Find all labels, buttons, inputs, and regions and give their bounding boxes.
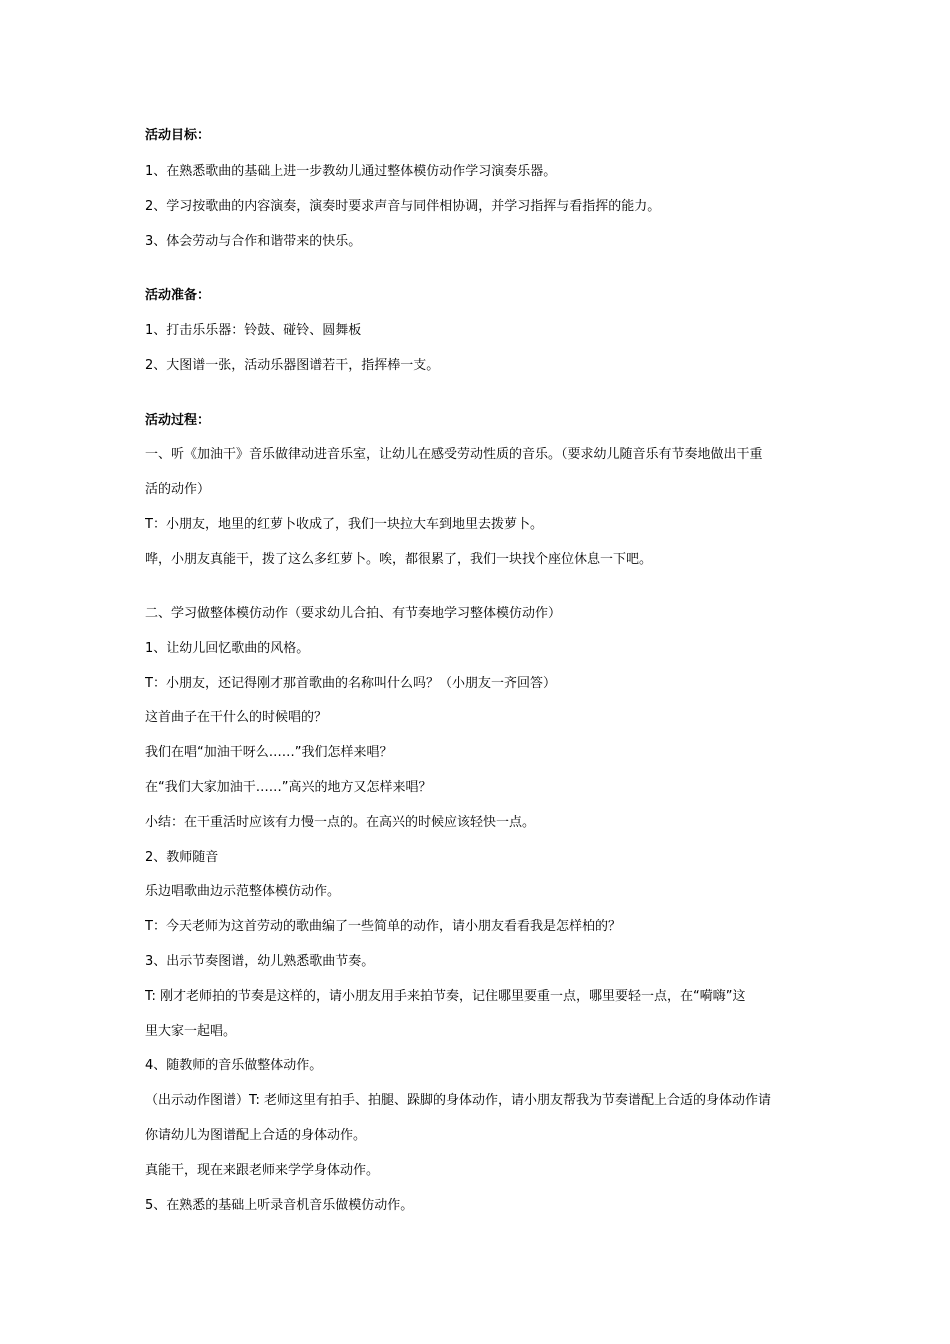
process-line-16: T: 刚才老师拍的节奏是这样的，请小朋友用手来拍节奏，记住哪里要重一点，哪里要轻一点，在“嗬嗨”这	[145, 989, 746, 1004]
process-line-13: 乐边唱歌曲边示范整体模仿动作。	[145, 884, 341, 899]
process-line-6: 1、让幼儿回忆歌曲的风格。	[145, 641, 310, 656]
process-line-18: 4、随教师的音乐做整体动作。	[145, 1058, 323, 1073]
goals-item-3: 3、体会劳动与合作和谐带来的快乐。	[145, 234, 362, 249]
process-line-11: 小结：在干重活时应该有力慢一点的。在高兴的时候应该轻快一点。	[145, 815, 536, 830]
preparation-item-2: 2、大图谱一张，活动乐器图谱若干，指挥棒一支。	[145, 358, 440, 373]
process-line-8: 这首曲子在干什么的时候唱的？	[145, 710, 328, 725]
process-line-19: （出示动作图谱）T: 老师这里有拍手、拍腿、跺脚的身体动作，请小朋友帮我为节奏谱配上合适的身体动作请	[145, 1093, 772, 1108]
process-line-1: 一、听《加油干》音乐做律动进音乐室，让幼儿在感受劳动性质的音乐。（要求幼儿随音乐有节奏地做出干重	[145, 447, 763, 462]
process-line-5: 二、学习做整体模仿动作（要求幼儿合拍、有节奏地学习整体模仿动作）	[145, 606, 562, 621]
process-line-2: 活的动作）	[145, 482, 211, 497]
process-line-10: 在“我们大家加油干……”高兴的地方又怎样来唱？	[145, 780, 432, 795]
process-heading: 活动过程：	[145, 413, 211, 428]
process-line-17: 里大家一起唱。	[145, 1024, 237, 1039]
goals-item-1: 1、在熟悉歌曲的基础上进一步教幼儿通过整体模仿动作学习演奏乐器。	[145, 164, 557, 179]
process-line-20: 你请幼儿为图谱配上合适的身体动作。	[145, 1128, 367, 1143]
process-line-3: T：小朋友，地里的红萝卜收成了，我们一块拉大车到地里去拨萝卜。	[145, 517, 543, 532]
preparation-heading: 活动准备：	[145, 288, 211, 303]
process-line-7: T：小朋友，还记得刚才那首歌曲的名称叫什么吗？（小朋友一齐回答）	[145, 676, 556, 691]
process-line-15: 3、出示节奏图谱，幼儿熟悉歌曲节奏。	[145, 954, 375, 969]
process-line-9: 我们在唱“加油干呀么……”我们怎样来唱？	[145, 745, 393, 760]
process-line-12: 2、教师随音	[145, 850, 219, 865]
process-line-14: T：今天老师为这首劳动的歌曲编了一些简单的动作，请小朋友看看我是怎样柏的？	[145, 919, 621, 934]
preparation-item-1: 1、打击乐乐器：铃鼓、碰铃、圆舞板	[145, 323, 362, 338]
goals-item-2: 2、学习按歌曲的内容演奏，演奏时要求声音与同伴相协调，并学习指挥与看指挥的能力。	[145, 199, 661, 214]
process-line-21: 真能干，现在来跟老师来学学身体动作。	[145, 1163, 380, 1178]
process-line-4: 哗，小朋友真能干，拨了这么多红萝卜。唉，都很累了，我们一块找个座位休息一下吧。	[145, 552, 653, 567]
process-line-22: 5、在熟悉的基础上听录音机音乐做模仿动作。	[145, 1198, 414, 1213]
goals-heading: 活动目标：	[145, 128, 211, 143]
